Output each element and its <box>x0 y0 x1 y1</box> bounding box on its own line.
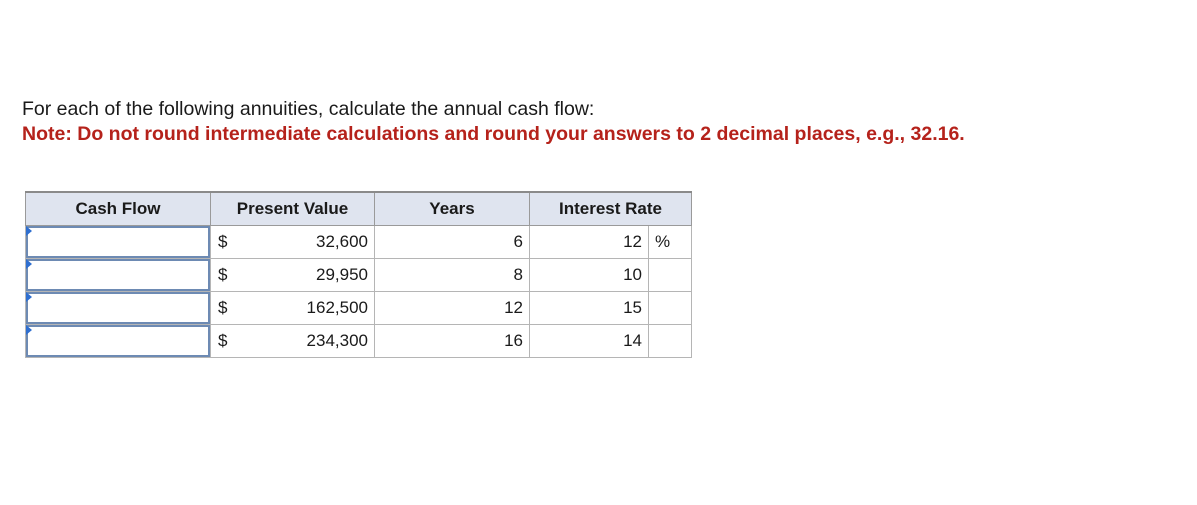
header-interest-rate: Interest Rate <box>530 192 692 226</box>
table-row <box>26 325 692 358</box>
annuity-table <box>25 191 692 358</box>
input-flag-icon <box>26 259 32 269</box>
currency-symbol: $ <box>211 325 265 358</box>
currency-symbol: $ <box>211 292 265 325</box>
currency-symbol: $ <box>211 226 265 259</box>
table-header-row <box>26 192 692 226</box>
question-prompt: For each of the following annuities, calculate the annual cash flow: <box>22 98 595 120</box>
table-row <box>26 226 692 259</box>
years-value: 12 <box>375 292 530 325</box>
years-value: 8 <box>375 259 530 292</box>
cash-flow-cell <box>26 292 211 325</box>
cash-flow-cell <box>26 226 211 259</box>
input-flag-icon <box>26 226 32 236</box>
cash-flow-input[interactable] <box>26 226 210 258</box>
cash-flow-input[interactable] <box>26 325 210 357</box>
present-value: 32,600 <box>264 226 375 259</box>
currency-symbol: $ <box>211 259 265 292</box>
cash-flow-input[interactable] <box>26 259 210 291</box>
percent-symbol <box>649 259 692 292</box>
interest-rate-value: 15 <box>530 292 649 325</box>
question-text <box>22 97 965 147</box>
table-row <box>26 259 692 292</box>
header-years: Years <box>375 192 530 226</box>
years-value: 16 <box>375 325 530 358</box>
annuity-table-wrapper <box>25 191 692 358</box>
interest-rate-value: 14 <box>530 325 649 358</box>
cash-flow-input[interactable] <box>26 292 210 324</box>
interest-rate-value: 10 <box>530 259 649 292</box>
table-row <box>26 292 692 325</box>
question-note: Note: Do not round intermediate calculations and round your answers to 2 decimal places, e.g., 32.16. <box>22 123 965 145</box>
years-value: 6 <box>375 226 530 259</box>
header-present-value: Present Value <box>211 192 375 226</box>
present-value: 234,300 <box>264 325 375 358</box>
percent-symbol <box>649 292 692 325</box>
present-value: 162,500 <box>264 292 375 325</box>
interest-rate-value: 12 <box>530 226 649 259</box>
header-cash-flow: Cash Flow <box>26 192 211 226</box>
percent-symbol <box>649 325 692 358</box>
percent-symbol: % <box>649 226 692 259</box>
present-value: 29,950 <box>264 259 375 292</box>
cash-flow-cell <box>26 325 211 358</box>
input-flag-icon <box>26 292 32 302</box>
input-flag-icon <box>26 325 32 335</box>
cash-flow-cell <box>26 259 211 292</box>
